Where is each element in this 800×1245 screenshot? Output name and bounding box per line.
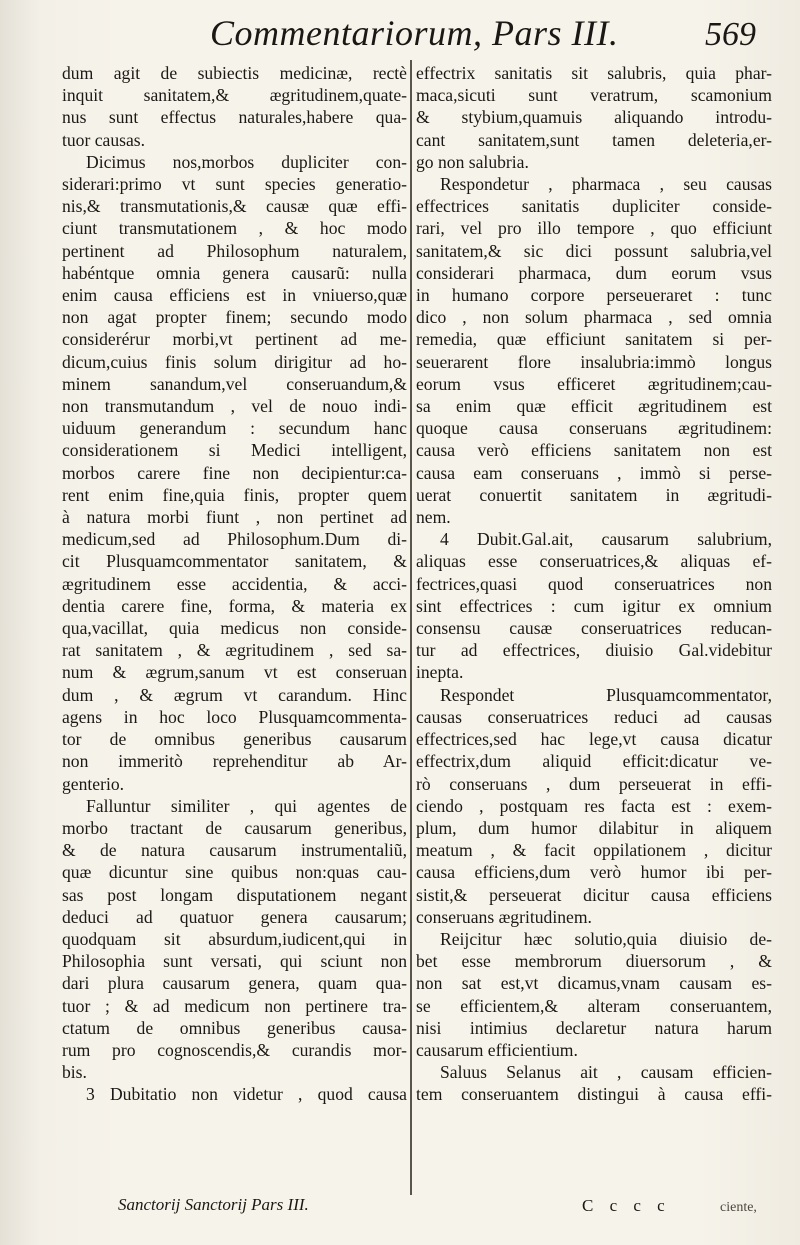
text-line: genterio. (62, 773, 125, 794)
text-line: causas conseruatrices reduci ad causas (416, 706, 772, 727)
text-line: sa enim quæ efficit ægritudinem est (416, 396, 772, 417)
text-line: conseruans ægritudinem. (416, 906, 592, 927)
text-line: rat sanitatem , & ægritudinem , sed sa- (62, 640, 407, 661)
text-line: bet esse membrorum diuersorum , & (416, 951, 772, 972)
text-line: dum , & ægrum vt carandum. Hinc (62, 684, 407, 705)
text-line: inepta. (416, 662, 464, 683)
text-line: tem conseruantem distingui à causa effi- (416, 1084, 772, 1105)
page-number: 569 (705, 16, 756, 53)
text-line: aliquas esse conseruatrices,& aliquas ef- (416, 551, 772, 572)
right-text-column (416, 62, 772, 1106)
text-line: sas post longam disputationem negant (62, 884, 407, 905)
text-line: Saluus Selanus ait , causam efficien- (440, 1062, 772, 1083)
text-line: effectrices,sed hac lege,vt causa dicatur (416, 729, 772, 750)
text-line: causa verò efficiens sanitatem non est (416, 440, 772, 461)
text-line: quæ dicuntur sine quibus non:quas cau- (62, 862, 407, 883)
text-line: se efficientem,& alteram conseruantem, (416, 995, 772, 1016)
column-divider (410, 60, 412, 1195)
text-line: plum, dum humor dilabitur in aliquem (416, 817, 772, 838)
text-line: cant sanitatem,sunt tamen deleteria,er- (416, 129, 772, 150)
text-line: dari plura causarum genera, quam qua- (62, 973, 407, 994)
text-line: remedia, quæ efficiunt sanitatem si per- (416, 329, 772, 350)
text-line: morbo tractant de causarum generibus, (62, 817, 407, 838)
signature-mark: C c c c (582, 1196, 671, 1215)
text-line: eorum vsus efficeret ægritudinem;cau- (416, 373, 772, 394)
text-line: dum agit de subiectis medicinæ, rectè (62, 63, 407, 83)
text-line: bis. (62, 1062, 87, 1083)
text-line: morbos carere fine non decipientur:ca- (62, 462, 407, 483)
text-line: non immeritò reprehenditur ab Ar- (62, 751, 407, 772)
text-line: in humano corpore perseueraret : tunc (416, 285, 772, 306)
text-line: uerat conuertit sanitatem in ægritudi- (416, 484, 772, 505)
text-line: nis,& transmutationis,& causæ quæ effi- (62, 196, 407, 217)
text-line: 4 Dubit.Gal.ait, causarum salubrium, (440, 529, 772, 550)
text-line: rent enim fine,quia finis, propter quem (62, 484, 407, 505)
text-line: nus sunt effectus naturales,habere qua- (62, 107, 407, 128)
text-line: considerationem si Medici intelligent, (62, 440, 407, 461)
text-line: inquit sanitatem,& ægritudinem,quate- (62, 85, 407, 106)
page-header (0, 8, 800, 58)
text-line: tur ad effectrices, diuisio Gal.videbitur (416, 640, 772, 661)
text-line: sistit,& perseuerat dicitur causa efficiens (416, 884, 772, 905)
text-line: & stybium,quamuis aliquando introdu- (416, 107, 772, 128)
text-line: deduci ad quatuor genera causarum; (62, 906, 407, 927)
text-line: go non salubria. (416, 151, 529, 172)
text-line: non agat propter finem; secundo modo (62, 307, 407, 328)
text-line: dentia carere fine, forma, & materia ex (62, 595, 407, 616)
text-line: quoque causa conseruans ægritudinem: (416, 418, 772, 439)
text-line: considerérur morbi,vt pertinent ad me- (62, 329, 407, 350)
text-line: 3 Dubitatio non videtur , quod causa (86, 1084, 407, 1105)
text-line: Reijcitur hæc solutio,quia diuisio de- (440, 928, 772, 949)
text-line: à natura morbi fiunt , non pertinet ad (62, 507, 407, 528)
running-head: Commentariorum, Pars III. (210, 13, 619, 53)
text-line: considerari pharmaca, dum eorum vsus (416, 262, 772, 283)
text-line: maca,sicuti sunt veratrum, scamonium (416, 85, 772, 106)
text-line: dicum,cuius finis solum dirigitur ad ho- (62, 351, 407, 372)
text-line: Respondet Plusquamcommentator, (440, 684, 772, 705)
footer-signature-line: Sanctorij Sanctorij Pars III. (118, 1195, 309, 1214)
text-line: Falluntur similiter , qui agentes de (86, 795, 407, 816)
text-line: tuor ; & ad medicum non pertinere tra- (62, 995, 407, 1016)
text-line: non transmutandum , vel de nouo indi- (62, 396, 407, 417)
catchword: ciente, (720, 1200, 757, 1215)
text-line: effectrices sanitatis dupliciter conside- (416, 196, 772, 217)
text-line: qua,vacillat, quia medicus non conside- (62, 618, 407, 639)
text-line: dico , non solum pharmaca , sed omnia (416, 307, 772, 328)
text-line: sint effectrices : cum igitur ex omnium (416, 595, 772, 616)
text-line: seuerarent flore insalubria:immò longus (416, 351, 772, 372)
text-line: meatum , & facit oppilationem , dicitur (416, 840, 772, 861)
text-line: consensu causæ conseruatrices reducan- (416, 618, 772, 639)
text-line: nisi intimius declaretur natura harum (416, 1017, 772, 1038)
text-line: non sat est,vt dicamus,vnam causam es- (416, 973, 772, 994)
text-line: agens in hoc loco Plusquamcommenta- (62, 706, 407, 727)
text-line: effectrix sanitatis sit salubris, quia phar- (416, 63, 772, 83)
text-line: causa efficiens,dum verò humor ibi per- (416, 862, 772, 883)
text-line: Respondetur , pharmaca , seu causas (440, 174, 772, 195)
text-line: & de natura causarum instrumentaliũ, (62, 840, 407, 861)
text-line: sanitatem,& sic dici possunt salubria,vel (416, 240, 772, 261)
text-line: ægritudinem esse accidentia, & acci- (62, 573, 407, 594)
left-text-column (62, 62, 407, 1106)
text-line: rum pro cognoscendis,& curandis mor- (62, 1039, 407, 1060)
text-line: medicum,sed ad Philosophum.Dum di- (62, 529, 407, 550)
text-line: habéntque omnia genera causarũ: nulla (62, 262, 407, 283)
text-line: rari, vel pro illo tempore , quo efficiunt (416, 218, 772, 239)
text-line: Dicimus nos,morbos dupliciter con- (86, 151, 407, 172)
text-line: tuor causas. (62, 129, 146, 150)
text-line: effectrix,dum aliquid efficit:dicatur ve- (416, 751, 772, 772)
text-line: nem. (416, 507, 451, 528)
text-line: causa eam conseruans , immò si perse- (416, 462, 772, 483)
text-line: ciunt transmutationem , & hoc modo (62, 218, 407, 239)
text-line: ctatum de omnibus generibus causa- (62, 1017, 407, 1038)
text-line: tor de omnibus generibus causarum (62, 729, 407, 750)
text-line: num & ægrum,sanum vt est conseruan (62, 662, 407, 683)
text-line: causarum efficientium. (416, 1039, 578, 1060)
text-line: uiduum generandum : secundum hanc (62, 418, 407, 439)
text-line: rò conseruans , dum perseuerat in effi- (416, 773, 772, 794)
text-line: minem sanandum,vel conseruandum,& (62, 373, 407, 394)
text-line: ciendo , postquam res facta est : exem- (416, 795, 772, 816)
text-line: quodquam sit absurdum,iudicent,qui in (62, 928, 407, 949)
text-line: cit Plusquamcommentator sanitatem, & (62, 551, 407, 572)
text-line: siderari:primo vt sunt species generatio- (62, 174, 407, 195)
text-line: Philosophia sunt versati, qui sciunt non (62, 951, 407, 972)
text-line: pertinent ad Philosophum naturalem, (62, 240, 407, 261)
text-line: fectrices,quasi quod conseruatrices non (416, 573, 772, 594)
text-line: enim causa efficiens est in vniuerso,quæ (62, 285, 407, 306)
